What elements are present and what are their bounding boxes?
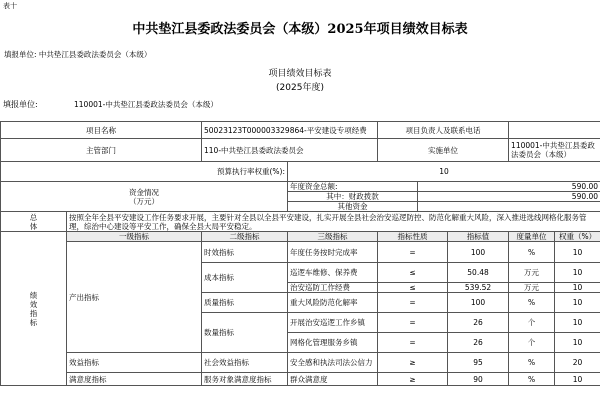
header-level3: 三级指标 [288, 232, 378, 242]
owner-label: 项目负责人及联系电话 [378, 122, 509, 139]
performance-table [0, 121, 600, 386]
project-name-value: 50023123T000003329864-平安建设专项经费 [202, 122, 378, 139]
funds-other-value [418, 202, 600, 212]
project-name-label: 项目名称 [1, 122, 202, 139]
level3-cell: 安全感和执法司法公信力 [288, 353, 378, 373]
exec-weight-value: 10 [288, 162, 600, 182]
nature-cell: = [378, 293, 448, 313]
goal-row [1, 212, 600, 232]
satisfaction-label: 满意度指标 [67, 373, 202, 386]
funds-fiscal-value: 590.00 [418, 192, 600, 202]
weight-cell: 10 [555, 283, 600, 293]
weight-cell: 10 [555, 313, 600, 333]
unit-cell: % [509, 373, 555, 386]
level2-cell: 时效指标 [202, 242, 288, 263]
value-cell: 100 [448, 293, 509, 313]
header-level1: 一级指标 [67, 232, 202, 242]
dept-value: 110-中共垫江县委政法委员会 [202, 139, 378, 162]
funds-total-value: 590.00 [418, 182, 600, 192]
output-label: 产出指标 [67, 242, 202, 353]
level3-cell: 治安巡防工作经费 [288, 283, 378, 293]
unit-cell: 个 [509, 333, 555, 353]
nature-cell: ≥ [378, 373, 448, 386]
weight-cell: 10 [555, 293, 600, 313]
level2-cell: 数量指标 [202, 313, 288, 353]
header-nature: 指标性质 [378, 232, 448, 242]
value-cell: 26 [448, 313, 509, 333]
indicator-row [1, 373, 600, 386]
dept-row [1, 139, 600, 162]
value-cell: 95 [448, 353, 509, 373]
exec-weight-label: 预算执行率权重(%): [1, 162, 288, 182]
funds-label: 资金情况 （万元） [1, 182, 288, 212]
header-weight: 权重（%） [555, 232, 600, 242]
level2-cell: 社会效益指标 [202, 353, 288, 373]
filler-unit-line: 填报单位: 中共垫江县委政法委员会（本级） [4, 50, 152, 59]
weight-cell: 10 [555, 242, 600, 263]
value-cell: 90 [448, 373, 509, 386]
unit-cell: 万元 [509, 263, 555, 283]
indicator-header-row [1, 232, 600, 242]
unit-cell: 个 [509, 313, 555, 333]
nature-cell: ≤ [378, 263, 448, 283]
level3-cell: 群众满意度 [288, 373, 378, 386]
header-unit: 度量单位 [509, 232, 555, 242]
nature-cell: = [378, 333, 448, 353]
goal-label: 总 体 [1, 212, 67, 232]
unit-cell: 万元 [509, 283, 555, 293]
project-name-row [1, 122, 600, 139]
unit-cell: % [509, 293, 555, 313]
level3-cell: 开展治安巡逻工作乡镇 [288, 313, 378, 333]
table-subtitle: 项目绩效目标表 [268, 69, 332, 79]
impl-value: 110001-中共垫江县委政法委员会（本级） [509, 139, 600, 162]
funds-total-row [1, 182, 600, 192]
unit-cell: % [509, 353, 555, 373]
unit-value: 110001-中共垫江县委政法委员会（本级） [74, 100, 218, 109]
table-year: (2025年度) [276, 83, 324, 93]
impl-label: 实施单位 [378, 139, 509, 162]
level2-cell: 服务对象满意度指标 [202, 373, 288, 386]
funds-total-label: 年度资金总额: [288, 182, 418, 192]
value-cell: 539.52 [448, 283, 509, 293]
benefit-label: 效益指标 [67, 353, 202, 373]
goal-text: 按照全年全县平安建设工作任务要求开展，主要针对全县以全县平安建设，扎实开展全县社会治安巡逻防控、防范化解重大风险，深入推进选线网格化服务管理，综治中心建设等平安工作，确保全县大局平安稳定。 [67, 212, 600, 232]
header-level2: 二级指标 [202, 232, 288, 242]
weight-cell: 20 [555, 353, 600, 373]
value-cell: 26 [448, 333, 509, 353]
weight-row [1, 162, 600, 182]
nature-cell: = [378, 242, 448, 263]
level3-cell: 巡逻车维修、保养费 [288, 263, 378, 283]
level2-cell: 成本指标 [202, 263, 288, 293]
performance-side-label: 绩 效 指 标 [1, 232, 67, 386]
value-cell: 100 [448, 242, 509, 263]
dept-label: 主管部门 [1, 139, 202, 162]
value-cell: 50.48 [448, 263, 509, 283]
owner-value [509, 122, 600, 139]
table-number-label: 表十 [3, 2, 17, 10]
funds-other-label: 其他资金 [288, 202, 418, 212]
weight-cell: 10 [555, 333, 600, 353]
unit-cell: % [509, 242, 555, 263]
page-title: 中共垫江县委政法委员会（本级）2025年项目绩效目标表 [132, 22, 468, 37]
header-value: 指标值 [448, 232, 509, 242]
unit-label: 填报单位: [3, 100, 38, 109]
funds-fiscal-label: 其中：财政拨款 [288, 192, 418, 202]
level3-cell: 网格化管理服务乡镇 [288, 333, 378, 353]
level3-cell: 重大风险防范化解率 [288, 293, 378, 313]
weight-cell: 10 [555, 373, 600, 386]
nature-cell: = [378, 313, 448, 333]
indicator-row [1, 242, 600, 263]
nature-cell: ≥ [378, 353, 448, 373]
nature-cell: ≤ [378, 283, 448, 293]
level2-cell: 质量指标 [202, 293, 288, 313]
level3-cell: 年度任务按时完成率 [288, 242, 378, 263]
indicator-row [1, 353, 600, 373]
weight-cell: 10 [555, 263, 600, 283]
